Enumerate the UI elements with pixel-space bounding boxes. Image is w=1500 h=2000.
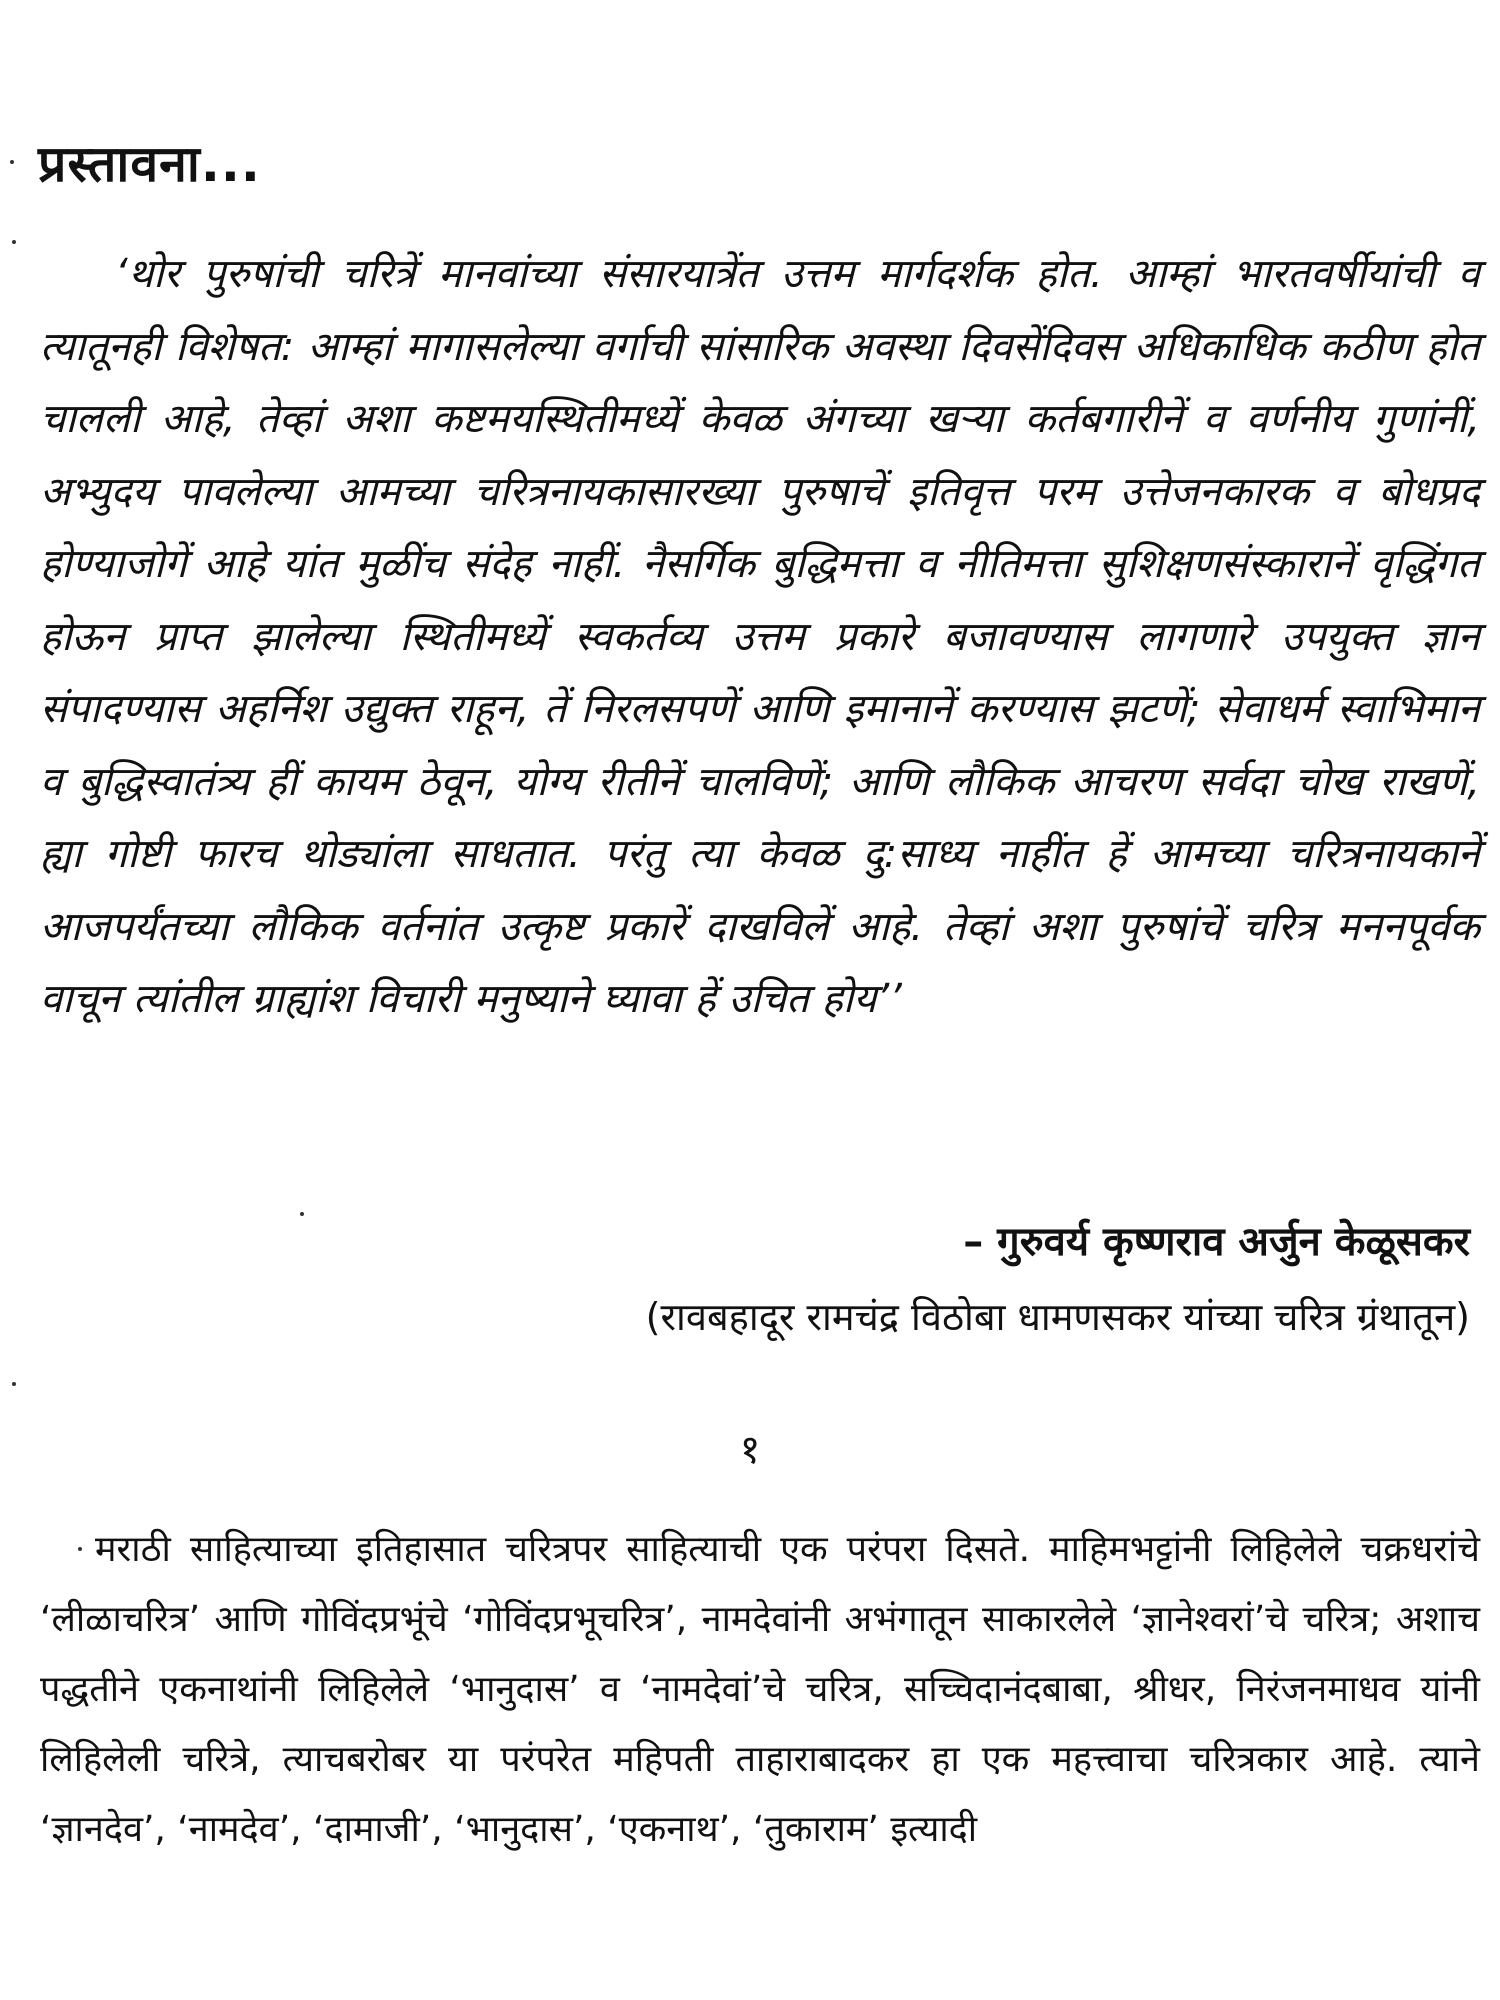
scan-speck xyxy=(10,160,14,164)
scan-speck xyxy=(78,1547,82,1551)
section-number: १ xyxy=(739,1427,761,1473)
scan-speck xyxy=(12,1382,16,1386)
scan-speck xyxy=(300,1212,304,1216)
quote-attribution: – गुरुवर्य कृष्णराव अर्जुन केळूसकर xyxy=(963,1219,1470,1265)
scan-speck xyxy=(12,240,16,244)
quote-paragraph: ‘थोर पुरुषांची चरित्रें मानवांच्या संसारयात्रेंत उत्तम मार्गदर्शक होत. आम्हां भारतवर्षीयांची व त्यातूनही विशेषत: आम्हां मागासलेल्या वर्गाची सांसारिक अवस्था दिवसेंदिवस अधिकाधिक कठीण होत चालली आहे, तेव्हां अशा कष्टमयस्थितीमध्यें केवळ अंगच्या खऱ्या कर्तबगारीनें व वर्णनीय गुणांनीं, अभ्युदय पावलेल्या आमच्या चरित्रनायकासारख्या पुरुषाचें इतिवृत्त परम उत्तेजनकारक व बोधप्रद होण्याजोगें आहे यांत मुळींच संदेह नाहीं. नैसर्गिक बुद्धिमत्ता व नीतिमत्ता सुशिक्षणसंस्कारानें वृद्धिंगत होऊन प्राप्त झालेल्या स्थितीमध्यें स्वकर्तव्य उत्तम प्रकारे बजावण्यास लागणारे उपयुक्त ज्ञान संपादण्यास अहर्निश उद्युक्त राहून, तें निरलसपणें आणि इमानानें करण्यास झटणें; सेवाधर्म स्वाभिमान व बुद्धिस्वातंत्र्य हीं कायम ठेवून, योग्य रीतीनें चालविणें; आणि लौकिक आचरण सर्वदा चोख राखणें, ह्या गोष्टी फारच थोड्यांला साधतात. परंतु त्या केवळ दु:साध्य नाहींत हें आमच्या चरित्रनायकानें आजपर्यंतच्या लौकिक वर्तनांत उत्कृष्ट प्रकारें दाखविलें आहे. तेव्हां अशा पुरुषांचें चरित्र मननपूर्वक वाचून त्यांतील ग्राह्यांश विचारी मनुष्याने घ्यावा हें उचित होय’’ xyxy=(40,251,1480,1022)
page-heading: प्रस्तावना... xyxy=(38,135,261,193)
body-paragraph: मराठी साहित्याच्या इतिहासात चरित्रपर साहित्याची एक परंपरा दिसते. माहिमभट्टांनी लिहिलेले चक्रधरांचे ‘लीळाचरित्र’ आणि गोविंदप्रभूंचे ‘गोविंदप्रभूचरित्र’, नामदेवांनी अभंगातून साकारलेले ‘ज्ञानेश्वरां’चे चरित्र; अशाच पद्धतीने एकनाथांनी लिहिलेले ‘भानुदास’ व ‘नामदेवां’चे चरित्र, सच्चिदानंदबाबा, श्रीधर, निरंजनमाधव यांनी लिहिलेली चरित्रे, त्याचबरोबर या परंपरेत महिपती ताहाराबादकर हा एक महत्त्वाचा चरित्रकार आहे. त्याने ‘ज्ञानदेव’, ‘नामदेव’, ‘दामाजी’, ‘भानुदास’, ‘एकनाथ’, ‘तुकाराम’ इत्यादी xyxy=(40,1529,1480,1850)
quote-source: (रावबहादूर रामचंद्र विठोबा धामणसकर यांच्या चरित्र ग्रंथातून) xyxy=(645,1295,1470,1339)
